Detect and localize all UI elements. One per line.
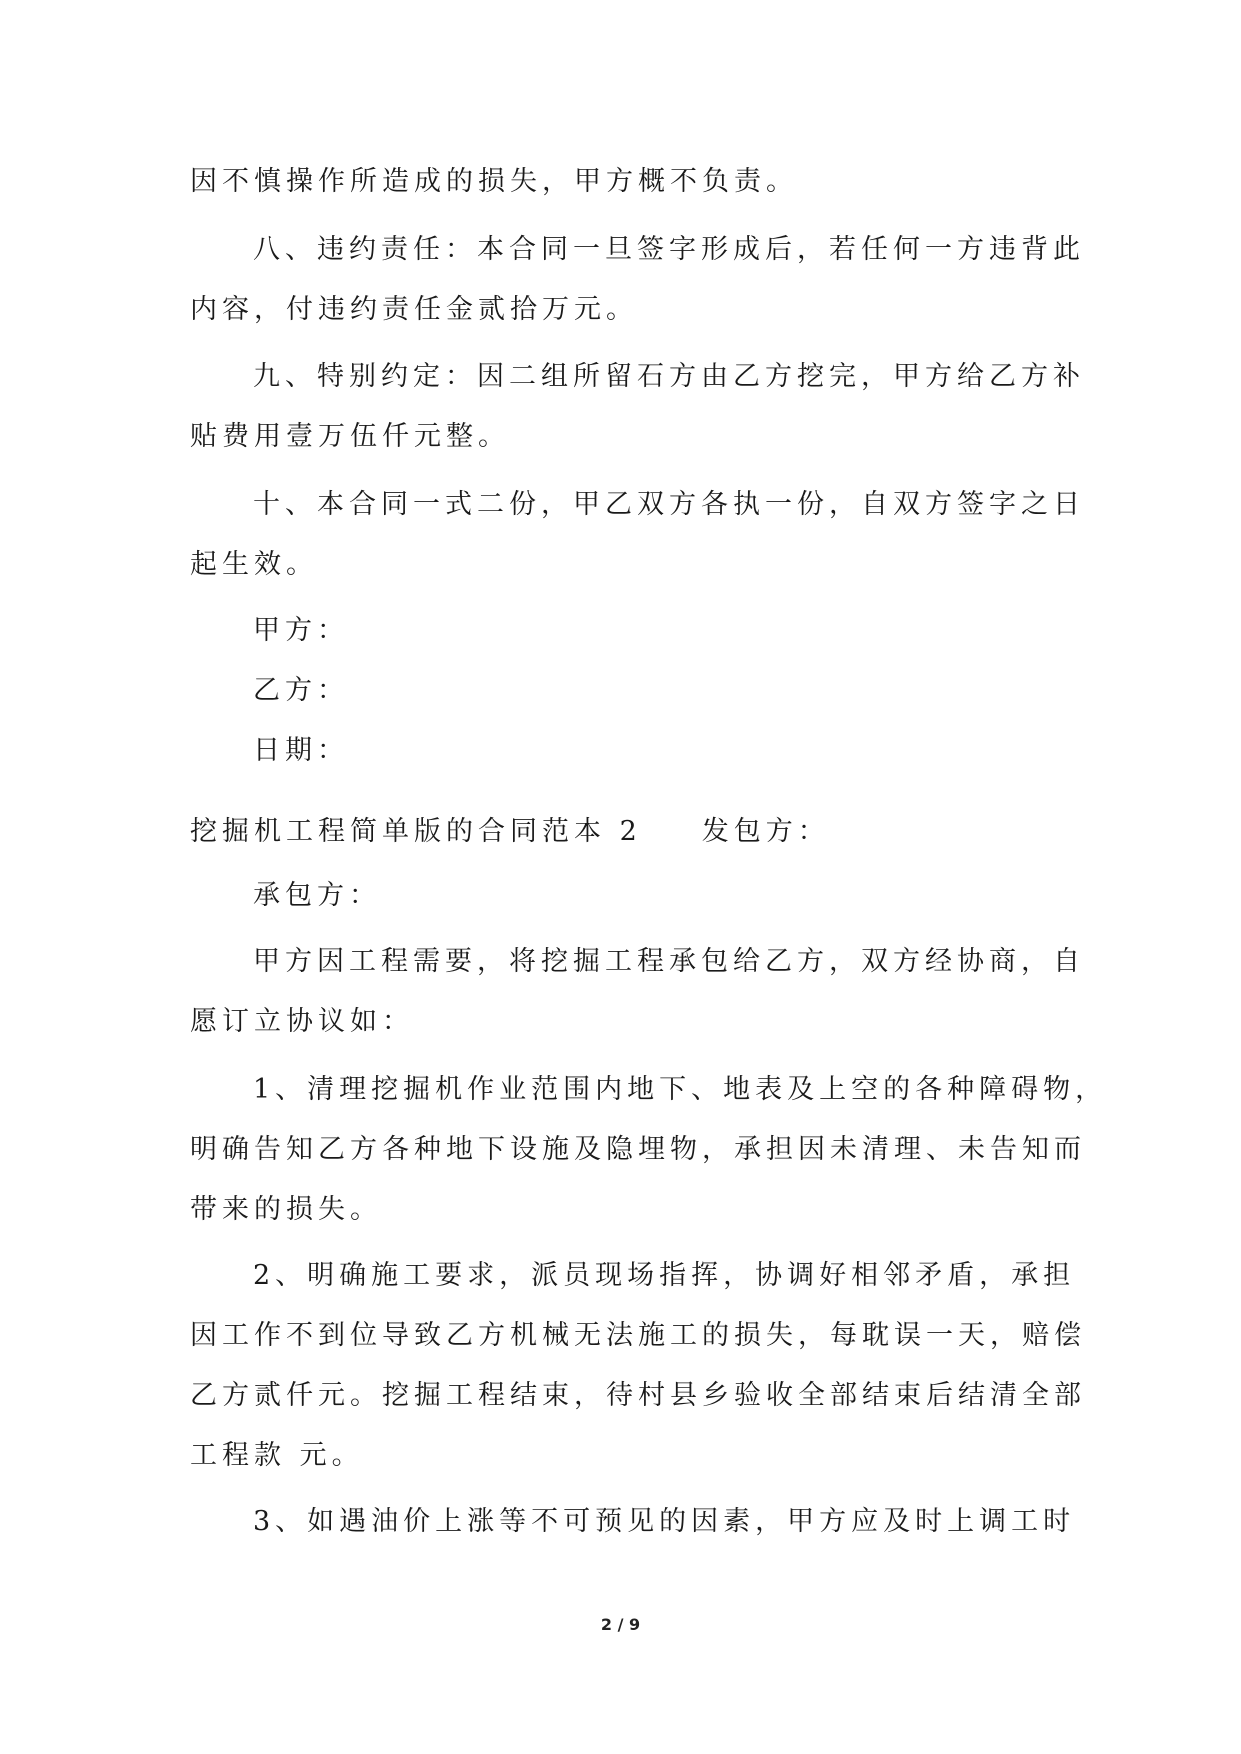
preamble-line: 愿订立协议如：: [190, 1006, 414, 1037]
item-1-line: 明确告知乙方各种地下设施及隐埋物，承担因未清理、未告知而: [190, 1134, 1086, 1165]
subcontractor-label: 承包方：: [253, 880, 381, 911]
contract-title: 挖掘机工程简单版的合同范本 2: [190, 816, 642, 847]
date-label: 日期：: [253, 735, 349, 766]
clause-9-line: 九、特别约定：因二组所留石方由乙方挖完，甲方给乙方补: [253, 361, 1085, 392]
contractor-label: 发包方：: [701, 816, 830, 847]
clause-8-line: 八、违约责任：本合同一旦签字形成后，若任何一方违背此: [253, 234, 1085, 265]
contract-title-line: [190, 818, 830, 845]
preamble-line: 甲方因工程需要，将挖掘工程承包给乙方，双方经协商，自: [253, 946, 1085, 977]
clause-9-line: 贴费用壹万伍仟元整。: [190, 421, 510, 452]
clause-10-line: 十、本合同一式二份，甲乙双方各执一份，自双方签字之日: [253, 489, 1085, 520]
item-2-line: 乙方贰仟元。挖掘工程结束，待村县乡验收全部结束后结清全部: [190, 1380, 1086, 1411]
clause-10-line: 起生效。: [190, 549, 318, 580]
party-b-signature-label: 乙方：: [253, 675, 349, 706]
item-1-line: 带来的损失。: [190, 1194, 382, 1225]
page-indicator: 2 / 9: [600, 1615, 641, 1634]
item-2-line: 工程款 元。: [190, 1440, 364, 1471]
item-3-line: 3、如遇油价上涨等不可预见的因素，甲方应及时上调工时: [253, 1506, 1076, 1537]
clause-8-line: 内容，付违约责任金贰拾万元。: [190, 294, 638, 325]
item-2-line: 因工作不到位导致乙方机械无法施工的损失，每耽误一天，赔偿: [190, 1320, 1086, 1351]
paragraph-line: 因不慎操作所造成的损失，甲方概不负责。: [190, 166, 798, 197]
party-a-signature-label: 甲方：: [253, 615, 349, 646]
item-2-line: 2、明确施工要求，派员现场指挥，协调好相邻矛盾，承担: [253, 1260, 1076, 1291]
item-1-line: 1、清理挖掘机作业范围内地下、地表及上空的各种障碍物，: [253, 1074, 1108, 1105]
